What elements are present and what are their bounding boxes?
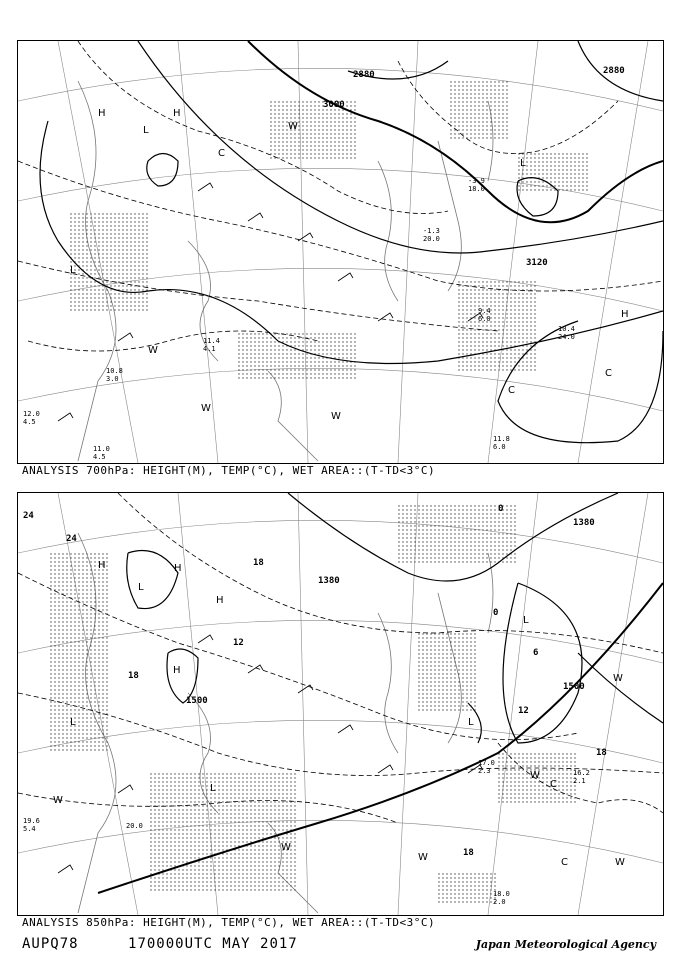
chart-code: AUPQ78 — [22, 936, 79, 952]
station-value: 3.0 — [106, 375, 119, 383]
pressure-center: C — [605, 368, 612, 379]
station-value: 2.1 — [573, 777, 586, 785]
station-value: 6.0 — [478, 315, 491, 323]
temp-label: 12 — [233, 638, 244, 648]
station-value: 16.2 — [573, 769, 590, 777]
pressure-center: L — [468, 717, 474, 728]
height-label: 2880 — [603, 66, 625, 76]
station-value: 12.0 — [23, 410, 40, 418]
station-value: 20.0 — [126, 822, 143, 830]
pressure-center: W — [53, 795, 63, 806]
station-value: 11.0 — [93, 445, 110, 453]
pressure-center: W — [288, 121, 298, 132]
temp-label: 18 — [463, 848, 474, 858]
pressure-center: H — [98, 560, 106, 571]
graticule — [18, 493, 663, 915]
temp-label: 6 — [533, 648, 539, 658]
pressure-center: W — [613, 673, 623, 684]
pressure-center: H — [621, 309, 629, 320]
station-value: 4.5 — [93, 453, 106, 461]
pressure-center: H — [174, 563, 182, 574]
pressure-center: L — [210, 783, 216, 794]
pressure-center: W — [148, 345, 158, 356]
pressure-center: L — [143, 125, 149, 136]
chart-footer — [22, 936, 298, 952]
height-label: 1500 — [563, 682, 585, 692]
station-value: 6.0 — [493, 443, 506, 451]
station-value: 4.1 — [203, 345, 216, 353]
temp-label: 18 — [596, 748, 607, 758]
pressure-center: L — [138, 582, 144, 593]
pressure-center: W — [331, 411, 341, 422]
station-value: 2.3 — [478, 767, 491, 775]
agency-credit: Japan Meteorological Agency — [475, 938, 656, 951]
pressure-center: W — [615, 857, 625, 868]
station-value: 11.8 — [493, 435, 510, 443]
station-value: 18.0 — [468, 185, 485, 193]
temp-label: 24 — [66, 534, 77, 544]
temp-label: 18 — [128, 671, 139, 681]
caption-850hpa: ANALYSIS 850hPa: HEIGHT(M), TEMP(°C), WET AREA::(T-TD<3°C) — [22, 916, 436, 929]
station-value: 18.0 — [493, 890, 510, 898]
station-value: 5.4 — [23, 825, 36, 833]
pressure-center: W — [281, 842, 291, 853]
temp-label: 18 — [253, 558, 264, 568]
station-value: 17.0 — [478, 759, 495, 767]
height-label: 3120 — [526, 258, 548, 268]
temp-label: 24 — [23, 511, 34, 521]
station-value: -3.9 — [468, 177, 485, 185]
map-700hpa — [17, 40, 664, 464]
pressure-center: H — [216, 595, 224, 606]
pressure-center: W — [201, 403, 211, 414]
height-label: 2880 — [353, 70, 375, 80]
pressure-center: W — [418, 852, 428, 863]
temp-label: 0 — [493, 608, 499, 618]
station-value: 19.6 — [23, 817, 40, 825]
station-value: 10.8 — [106, 367, 123, 375]
pressure-center: C — [561, 857, 568, 868]
chart-datetime: 170000UTC MAY 2017 — [128, 936, 298, 952]
station-value: 4.5 — [23, 418, 36, 426]
pressure-center: C — [550, 779, 557, 790]
height-label: 3000 — [323, 100, 345, 110]
temp-label: 12 — [518, 706, 529, 716]
pressure-center: L — [523, 615, 529, 626]
pressure-center: H — [173, 665, 181, 676]
height-label: 1500 — [186, 696, 208, 706]
station-value: 9.4 — [478, 307, 491, 315]
pressure-center: H — [173, 108, 181, 119]
pressure-center: C — [508, 385, 515, 396]
station-value: 11.4 — [203, 337, 220, 345]
temp-label: 0 — [498, 504, 504, 514]
pressure-center: H — [98, 108, 106, 119]
station-value: -1.3 — [423, 227, 440, 235]
pressure-center: L — [70, 265, 76, 276]
map-850hpa — [17, 492, 664, 916]
station-value: 24.0 — [558, 333, 575, 341]
temperature-labels — [23, 504, 607, 858]
pressure-center: C — [218, 148, 225, 159]
height-label: 1380 — [573, 518, 595, 528]
caption-700hpa: ANALYSIS 700hPa: HEIGHT(M), TEMP(°C), WET AREA::(T-TD<3°C) — [22, 464, 436, 477]
station-value: 10.4 — [558, 325, 575, 333]
station-value: 20.0 — [423, 235, 440, 243]
pressure-center: W — [530, 770, 540, 781]
pressure-center: L — [70, 717, 76, 728]
height-label: 1380 — [318, 576, 340, 586]
map-700hpa-canvas — [18, 41, 663, 463]
pressure-center: L — [520, 158, 526, 169]
station-value: 2.0 — [493, 898, 506, 906]
map-850hpa-canvas — [18, 493, 663, 915]
